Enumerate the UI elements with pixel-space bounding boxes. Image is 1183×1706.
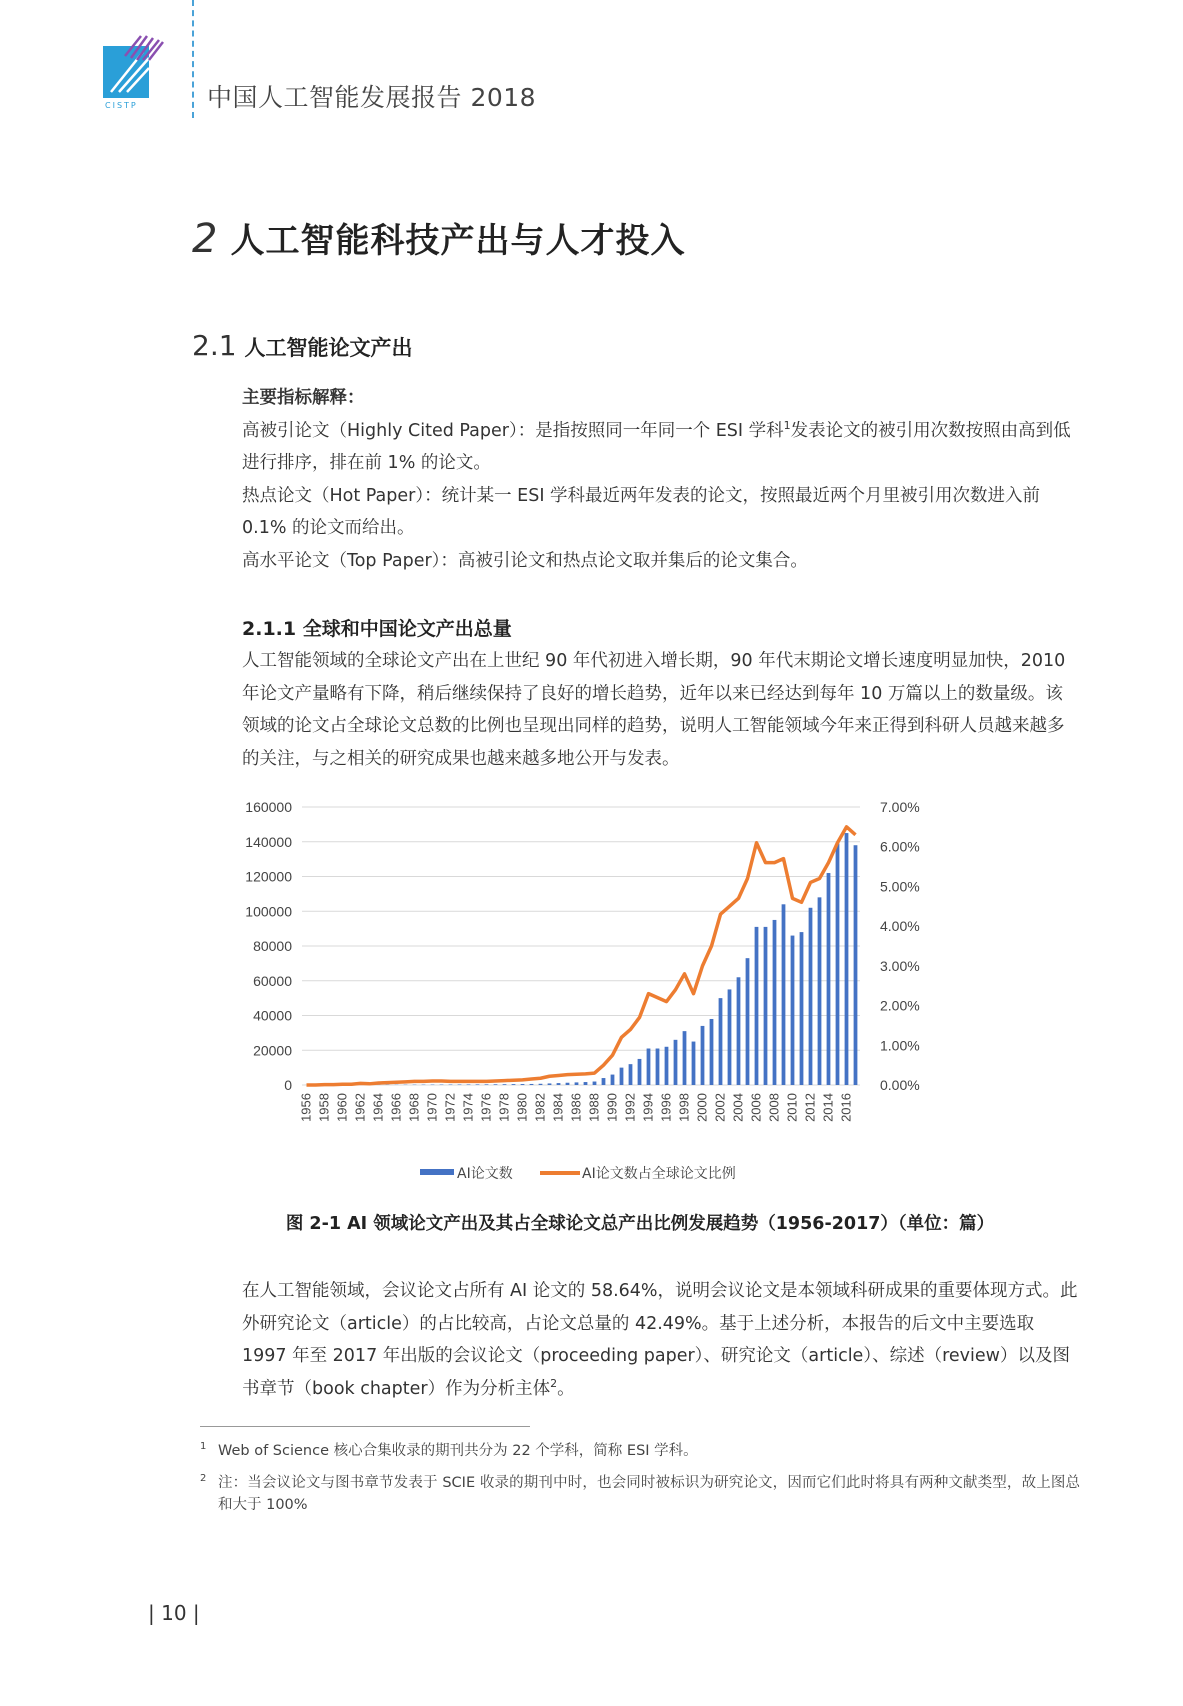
x-tick-label: 2014	[820, 1093, 836, 1122]
bar	[629, 1064, 633, 1085]
definitions-block	[200, 382, 1080, 577]
bar	[746, 958, 750, 1085]
section-number: 2.1	[192, 329, 237, 362]
paragraph-text-b: 。	[557, 1378, 575, 1399]
x-tick-label: 2008	[766, 1093, 782, 1122]
x-tick-label: 1958	[316, 1093, 332, 1122]
bar	[593, 1082, 597, 1085]
x-tick-label: 1980	[514, 1093, 530, 1122]
x-tick-label: 1970	[424, 1093, 440, 1122]
paragraph-text-a: 在人工智能领域，会议论文占所有 AI 论文的 58.64%，说明会议论文是本领域科研成果的重要体现方式。此外研究论文（article）的占比较高，占论文总量的 42.49%。基于上述分析，本报告的后文中主要选取 1997 年至 2017 年出版的会议论文（proceeding paper）、研究论文（article）、综述（review）以及图书章节（book chapter）作为分析主体	[242, 1281, 1078, 1399]
footnote-ref-2: 2	[550, 1376, 558, 1390]
paragraph-text	[200, 1275, 1080, 1405]
bar	[611, 1075, 615, 1085]
y-left-tick-label: 120000	[245, 868, 292, 885]
y-right-tick-label: 2.00%	[880, 997, 920, 1014]
y-left-tick-label: 40000	[253, 1007, 292, 1024]
x-tick-label: 1960	[334, 1093, 350, 1122]
bar	[827, 873, 831, 1085]
bar	[701, 1026, 705, 1085]
bar	[566, 1083, 570, 1085]
bar	[719, 998, 723, 1085]
bar	[782, 904, 786, 1085]
bar	[467, 1084, 471, 1085]
bar	[728, 989, 732, 1085]
definition-text: 高被引论文（Highly Cited Paper）：是指按照同一年同一个 ESI 学科	[242, 420, 784, 441]
definition-text: 发表论文的被引用次数按照由高到低进行排序，排在前 1% 的论文。	[242, 420, 1071, 473]
cistp-logo	[103, 30, 167, 110]
definition-text: 高水平论文（Top Paper）：高被引论文和热点论文取并集后的论文集合。	[242, 550, 808, 571]
bar	[755, 927, 759, 1085]
subsection-paragraph	[200, 645, 1080, 775]
y-right-tick-label: 4.00%	[880, 918, 920, 935]
y-right-tick-label: 6.00%	[880, 838, 920, 855]
bar	[773, 920, 777, 1085]
chapter-title-text: 人工智能科技产出与人才投入	[230, 221, 686, 261]
x-tick-label: 2000	[694, 1093, 710, 1122]
definition-hot-paper	[200, 480, 1080, 545]
y-left-tick-label: 80000	[253, 938, 292, 954]
x-tick-label: 1956	[298, 1093, 314, 1122]
bar	[647, 1049, 651, 1085]
ai-papers-chart	[245, 795, 1030, 1195]
legend-label-bars: AI论文数	[457, 1166, 513, 1182]
chapter-number: 2	[192, 216, 219, 262]
bar	[683, 1031, 687, 1085]
footnote-mark: 1	[200, 1441, 207, 1452]
section-title	[192, 329, 413, 362]
bar	[512, 1084, 516, 1085]
definition-top-paper	[200, 545, 1080, 578]
x-tick-label: 2004	[730, 1093, 746, 1122]
bar	[665, 1047, 669, 1085]
legend-label-line: AI论文数占全球论文比例	[582, 1166, 736, 1182]
bar	[530, 1084, 534, 1085]
bar	[854, 845, 858, 1085]
bar	[539, 1084, 543, 1085]
y-right-tick-label: 3.00%	[880, 957, 920, 974]
x-tick-label: 1998	[676, 1093, 692, 1122]
bar	[458, 1084, 462, 1085]
chapter-title	[192, 213, 685, 262]
bar	[494, 1084, 498, 1085]
bar	[557, 1083, 561, 1085]
definitions-heading: 主要指标解释：	[242, 388, 365, 408]
x-tick-label: 1992	[622, 1093, 638, 1122]
footnotes	[200, 1440, 1080, 1526]
page-number: | 10 |	[148, 1601, 200, 1625]
bar	[845, 833, 849, 1085]
bar	[764, 927, 768, 1085]
bar	[485, 1084, 489, 1085]
report-title: 中国人工智能发展报告 2018	[207, 83, 537, 112]
x-tick-label: 1964	[370, 1093, 386, 1122]
bar	[737, 977, 741, 1085]
y-left-tick-label: 100000	[245, 903, 292, 920]
bar	[818, 897, 822, 1085]
x-tick-label: 2002	[712, 1093, 728, 1122]
x-tick-label: 2016	[838, 1093, 854, 1122]
x-tick-label: 1990	[604, 1093, 620, 1122]
bar	[674, 1040, 678, 1085]
x-tick-label: 1968	[406, 1093, 422, 1122]
x-tick-label: 2012	[802, 1093, 818, 1122]
footnote-text: Web of Science 核心合集收录的期刊共分为 22 个学科，简称 ESI 学科。	[218, 1443, 698, 1459]
footnote-mark: 2	[200, 1473, 207, 1484]
footnote-text: 注：当会议论文与图书章节发表于 SCIE 收录的期刊中时，也会同时被标识为研究论文，因而它们此时将具有两种文献类型，故上图总和大于 100%	[218, 1475, 1080, 1513]
y-left-tick-label: 20000	[253, 1042, 292, 1059]
x-tick-label: 1994	[640, 1093, 656, 1122]
x-tick-label: 1978	[496, 1093, 512, 1122]
footnote-1	[200, 1440, 1080, 1462]
x-tick-label: 1996	[658, 1093, 674, 1122]
bar	[710, 1019, 714, 1085]
y-left-tick-label: 60000	[253, 972, 292, 989]
bar	[656, 1049, 660, 1085]
bar	[791, 936, 795, 1085]
footnote-2	[200, 1472, 1080, 1516]
logo-text: CISTP	[105, 101, 138, 110]
section-title-text: 人工智能论文产出	[244, 336, 413, 360]
bar	[638, 1059, 642, 1085]
x-tick-label: 2010	[784, 1093, 800, 1122]
bar	[800, 932, 804, 1085]
x-tick-label: 1976	[478, 1093, 494, 1122]
bar	[548, 1083, 552, 1085]
y-right-tick-label: 5.00%	[880, 878, 920, 895]
bar	[620, 1068, 624, 1085]
x-tick-label: 1984	[550, 1093, 566, 1122]
x-tick-label: 1986	[568, 1093, 584, 1122]
bar	[809, 908, 813, 1085]
y-left-tick-label: 0	[284, 1077, 292, 1093]
paragraph-text: 人工智能领域的全球论文产出在上世纪 90 年代初进入增长期，90 年代末期论文增长速度明显加快，2010 年论文产量略有下降，稍后继续保持了良好的增长趋势，近年以来已经达到每年 10 万篇以上的数量级。该领域的论文占全球论文总数的比例也呈现出同样的趋势，说明人工智能领域今年来正得到科研人员越来越多的关注，与之相关的研究成果也越来越多地公开与发表。	[242, 651, 1066, 769]
y-left-tick-label: 160000	[245, 799, 292, 815]
bar	[575, 1082, 579, 1085]
x-tick-label: 1974	[460, 1093, 476, 1122]
bar	[692, 1042, 696, 1085]
legend-swatch-bars	[420, 1169, 454, 1175]
y-right-tick-label: 7.00%	[880, 799, 920, 815]
x-tick-label: 1966	[388, 1093, 404, 1122]
figure-caption: 图 2-1 AI 领域论文产出及其占全球论文总产出比例发展趋势（1956-2017）（单位：篇）	[285, 1214, 995, 1234]
definition-text: 热点论文（Hot Paper）：统计某一 ESI 学科最近两年发表的论文，按照最近两个月里被引用次数进入前 0.1% 的论文而给出。	[242, 485, 1041, 538]
footnote-separator	[200, 1426, 530, 1427]
y-left-tick-label: 140000	[245, 833, 292, 850]
x-tick-label: 1982	[532, 1093, 548, 1122]
subsection-title: 2.1.1 全球和中国论文产出总量	[242, 618, 512, 640]
bar	[503, 1084, 507, 1085]
bar	[836, 843, 840, 1085]
y-right-tick-label: 1.00%	[880, 1037, 920, 1054]
header-dashed-rule	[192, 0, 194, 118]
x-tick-label: 2006	[748, 1093, 764, 1122]
x-tick-label: 1962	[352, 1093, 368, 1122]
definition-highly-cited	[200, 415, 1080, 480]
x-tick-label: 1972	[442, 1093, 458, 1122]
x-tick-label: 1988	[586, 1093, 602, 1122]
footnote-ref-1: 1	[783, 418, 791, 432]
bar	[602, 1078, 606, 1085]
y-right-tick-label: 0.00%	[880, 1077, 920, 1093]
bar	[584, 1082, 588, 1085]
bar	[521, 1084, 525, 1085]
bar	[476, 1084, 480, 1085]
analysis-paragraph	[200, 1275, 1080, 1405]
